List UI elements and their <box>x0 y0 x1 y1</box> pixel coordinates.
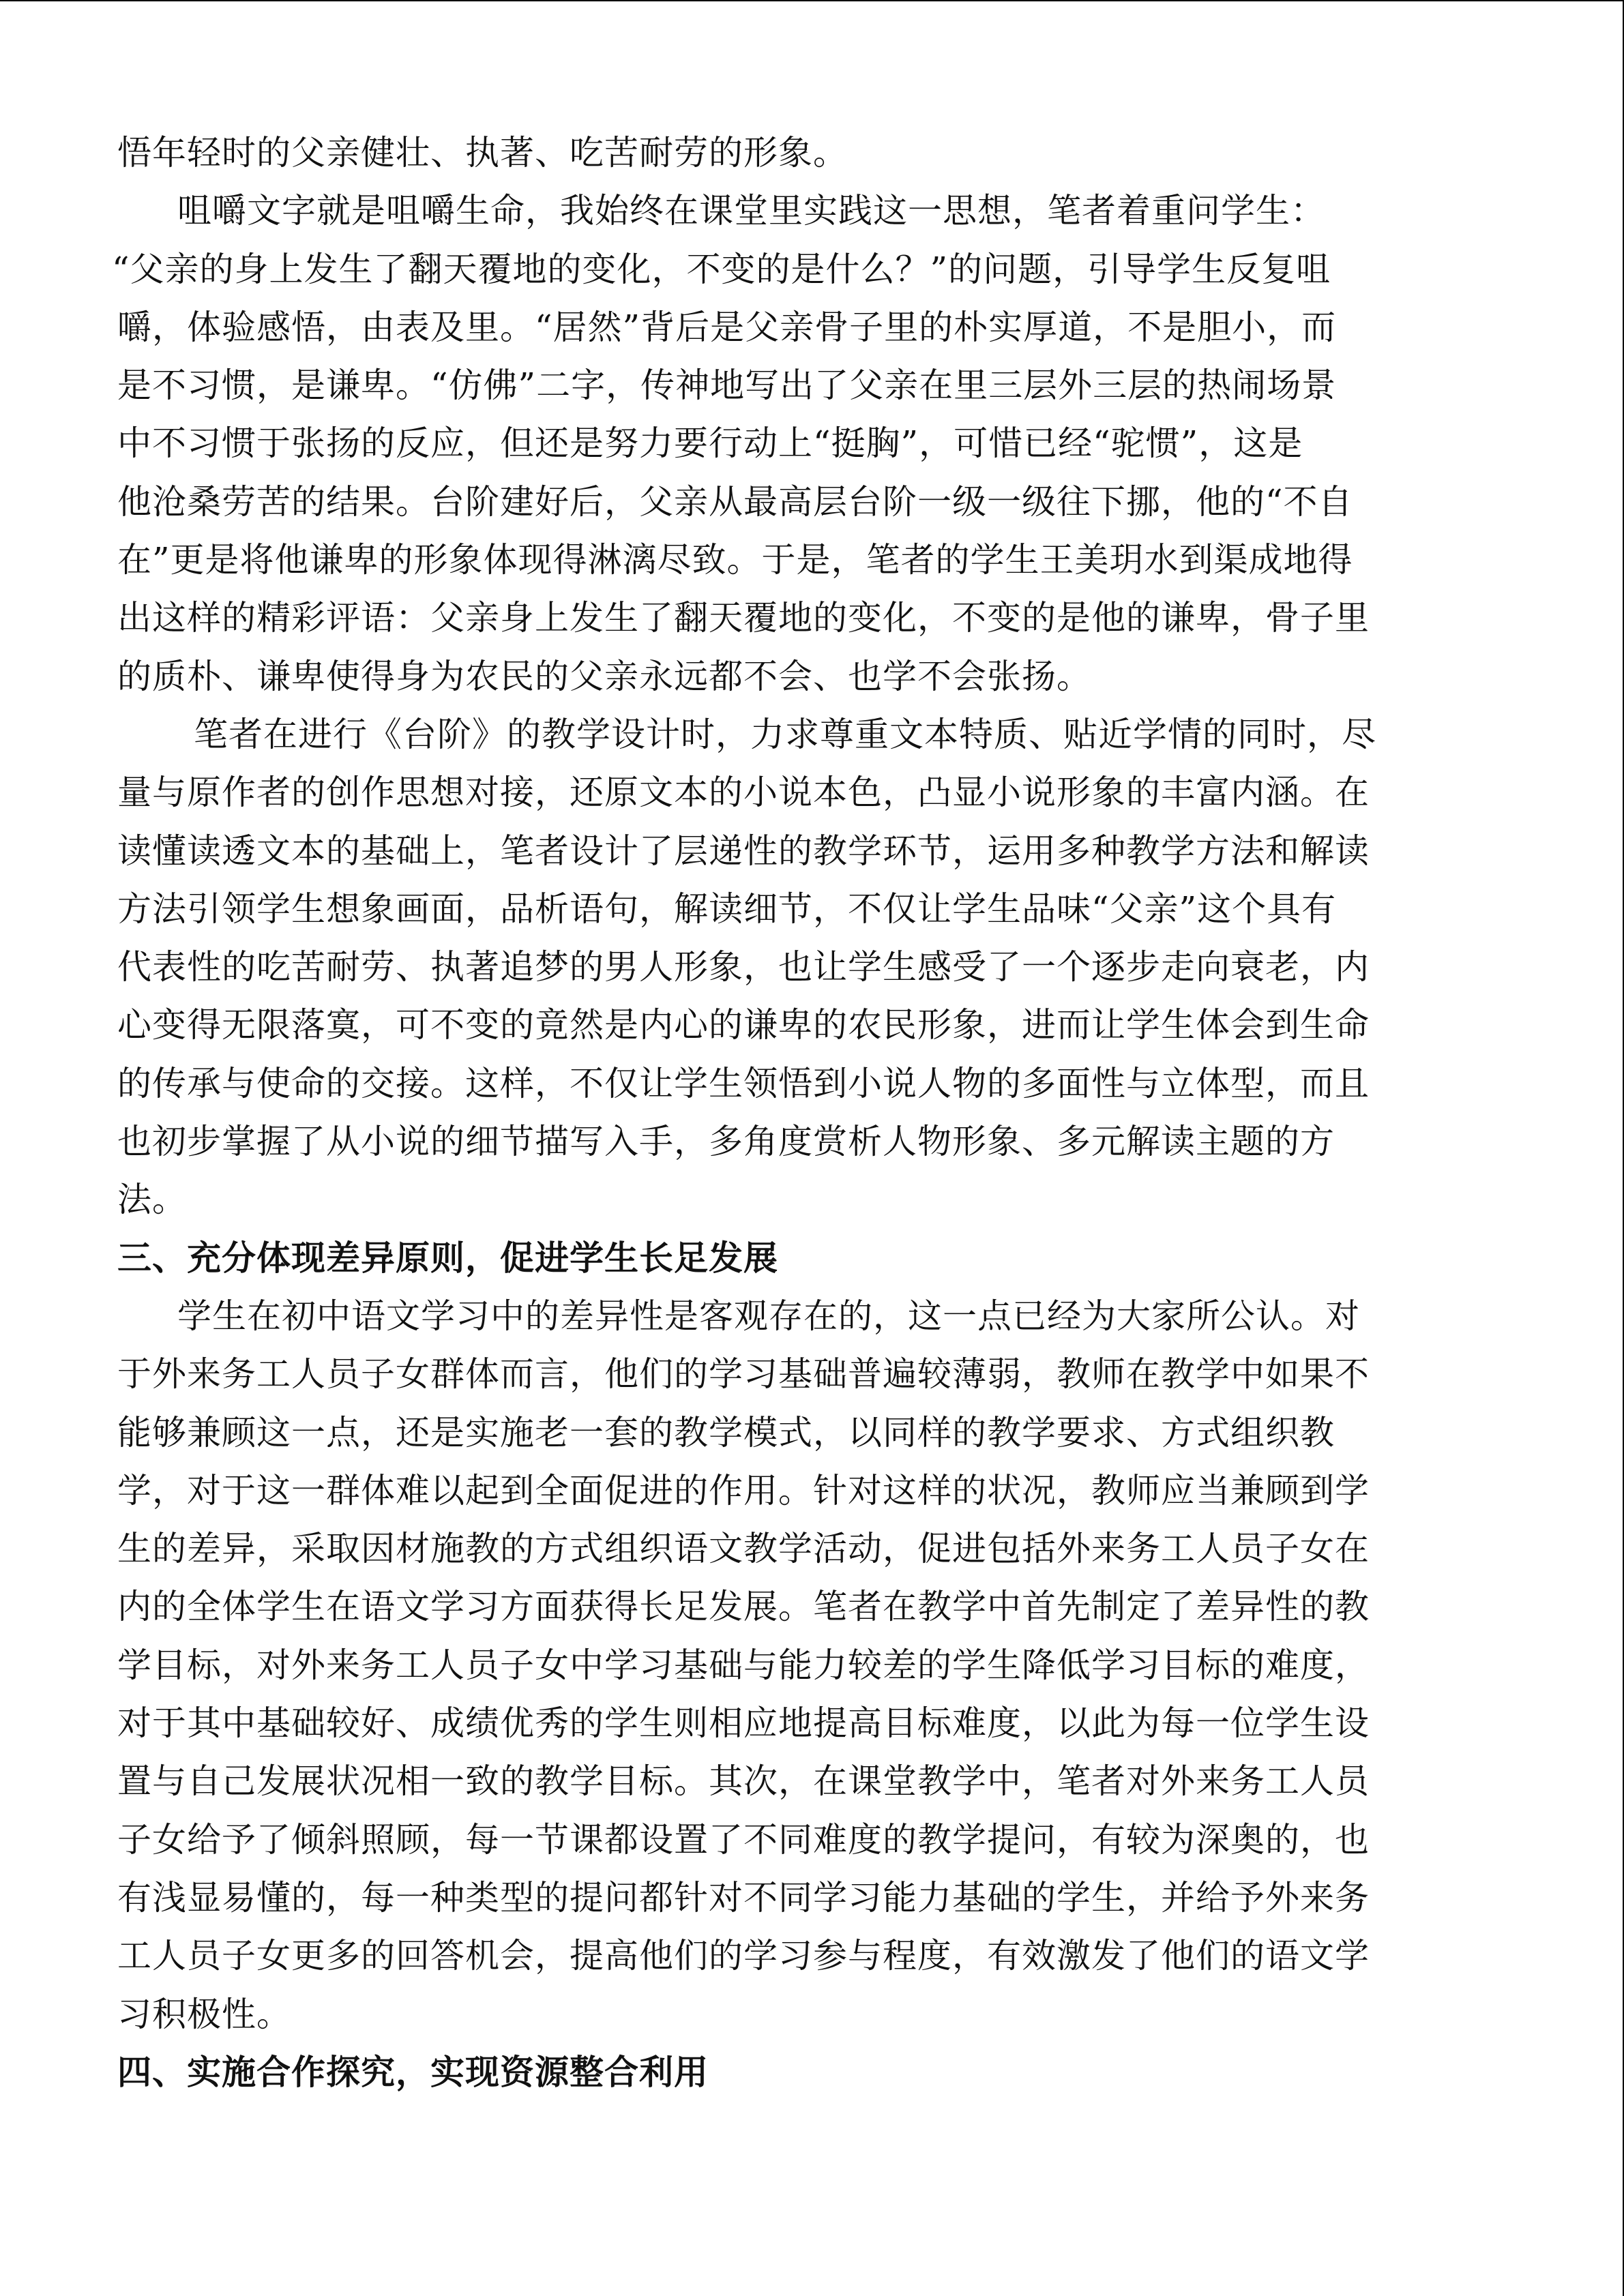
text-line: 他沧桑劳苦的结果。台阶建好后，父亲从最高层台阶一级一级往下挪，他的“不自 <box>117 481 1353 522</box>
text-line: 嚼，体验感悟，由表及里。“居然”背后是父亲骨子里的朴实厚道，不是胆小，而 <box>117 307 1337 347</box>
text-line: 是不习惯，是谦卑。“仿佛”二字，传神地写出了父亲在里三层外三层的热闹场景 <box>117 366 1337 406</box>
paragraph-continuation <box>117 124 1495 182</box>
text-line: 子女给予了倾斜照顾，每一节课都设置了不同难度的教学提问，有较为深奥的，也 <box>117 1819 1370 1860</box>
text-line: 读懂读透文本的基础上，笔者设计了层递性的教学环节，运用多种教学方法和解读 <box>117 831 1370 871</box>
text-line: 的质朴、谦卑使得身为农民的父亲永远都不会、也学不会张扬。 <box>117 656 1091 696</box>
section-heading-4 <box>117 2044 1495 2102</box>
text-line: 在”更是将他谦卑的形象体现得淋漓尽致。于是，笔者的学生王美玥水到渠成地得 <box>117 540 1353 580</box>
section-heading-3 <box>117 1229 1495 1287</box>
text-line: 代表性的吃苦耐劳、执著追梦的男人形象，也让学生感受了一个逐步走向衰老，内 <box>117 947 1370 987</box>
heading-text: 三、充分体现差异原则，促进学生长足发展 <box>117 1238 778 1278</box>
text-line: 习积极性。 <box>117 1994 291 2034</box>
text-line: 咀嚼文字就是咀嚼生命，我始终在课堂里实践这一思想，笔者着重问学生： <box>177 191 1325 231</box>
text-line: 工人员子女更多的回答机会，提高他们的学习参与程度，有效激发了他们的语文学 <box>117 1936 1370 1976</box>
text-line: 有浅显易懂的，每一种类型的提问都针对不同学习能力基础的学生，并给予外来务 <box>117 1877 1370 1918</box>
text-line: 心变得无限落寞，可不变的竟然是内心的谦卑的农民形象，进而让学生体会到生命 <box>117 1005 1370 1045</box>
text-line: 悟年轻时的父亲健壮、执著、吃苦耐劳的形象。 <box>117 133 848 173</box>
text-line: 出这样的精彩评语：父亲身上发生了翻天覆地的变化，不变的是他的谦卑，骨子里 <box>117 598 1370 638</box>
text-line: 能够兼顾这一点，还是实施老一套的教学模式，以同样的教学要求、方式组织教 <box>117 1412 1335 1452</box>
text-line: 也初步掌握了从小说的细节描写入手，多角度赏析人物形象、多元解读主题的方 <box>117 1122 1335 1162</box>
text-line: “父亲的身上发生了翻天覆地的变化，不变的是什么？”的问题，引导学生反复咀 <box>112 249 1331 289</box>
paragraph-chewing-words <box>112 182 1495 706</box>
text-line: 学，对于这一群体难以起到全面促进的作用。针对这样的状况，教师应当兼顾到学 <box>117 1470 1370 1510</box>
heading-text: 四、实施合作探究，实现资源整合利用 <box>117 2052 709 2092</box>
text-line: 量与原作者的创作思想对接，还原文本的小说本色，凸显小说形象的丰富内涵。在 <box>117 773 1370 813</box>
paragraph-teaching-design <box>117 706 1495 1229</box>
text-line: 的传承与使命的交接。这样，不仅让学生领悟到小说人物的多面性与立体型，而且 <box>117 1063 1370 1103</box>
text-line: 对于其中基础较好、成绩优秀的学生则相应地提高目标难度，以此为每一位学生设 <box>117 1703 1370 1744</box>
text-line: 学生在初中语文学习中的差异性是客观存在的，这一点已经为大家所公认。对 <box>177 1296 1360 1336</box>
text-line: 置与自己发展状况相一致的教学目标。其次，在课堂教学中，笔者对外来务工人员 <box>117 1761 1370 1802</box>
text-line: 学目标，对外来务工人员子女中学习基础与能力较差的学生降低学习目标的难度， <box>117 1645 1370 1685</box>
text-line: 笔者在进行《台阶》的教学设计时，力求尊重文本特质、贴近学情的同时，尽 <box>194 714 1376 754</box>
text-line: 于外来务工人员子女群体而言，他们的学习基础普遍较薄弱，教师在教学中如果不 <box>117 1354 1370 1395</box>
text-line: 中不习惯于张扬的反应，但还是努力要行动上“挺胸”，可惜已经“驼惯”，这是 <box>117 423 1303 464</box>
text-line: 法。 <box>117 1180 187 1220</box>
document-body <box>112 124 1495 2102</box>
text-line: 内的全体学生在语文学习方面获得长足发展。笔者在教学中首先制定了差异性的教 <box>117 1587 1370 1627</box>
text-line: 生的差异，采取因材施教的方式组织语文教学活动，促进包括外来务工人员子女在 <box>117 1529 1370 1569</box>
paragraph-differences <box>117 1287 1495 2044</box>
text-line: 方法引领学生想象画面，品析语句，解读细节，不仅让学生品味“父亲”这个具有 <box>117 889 1337 929</box>
